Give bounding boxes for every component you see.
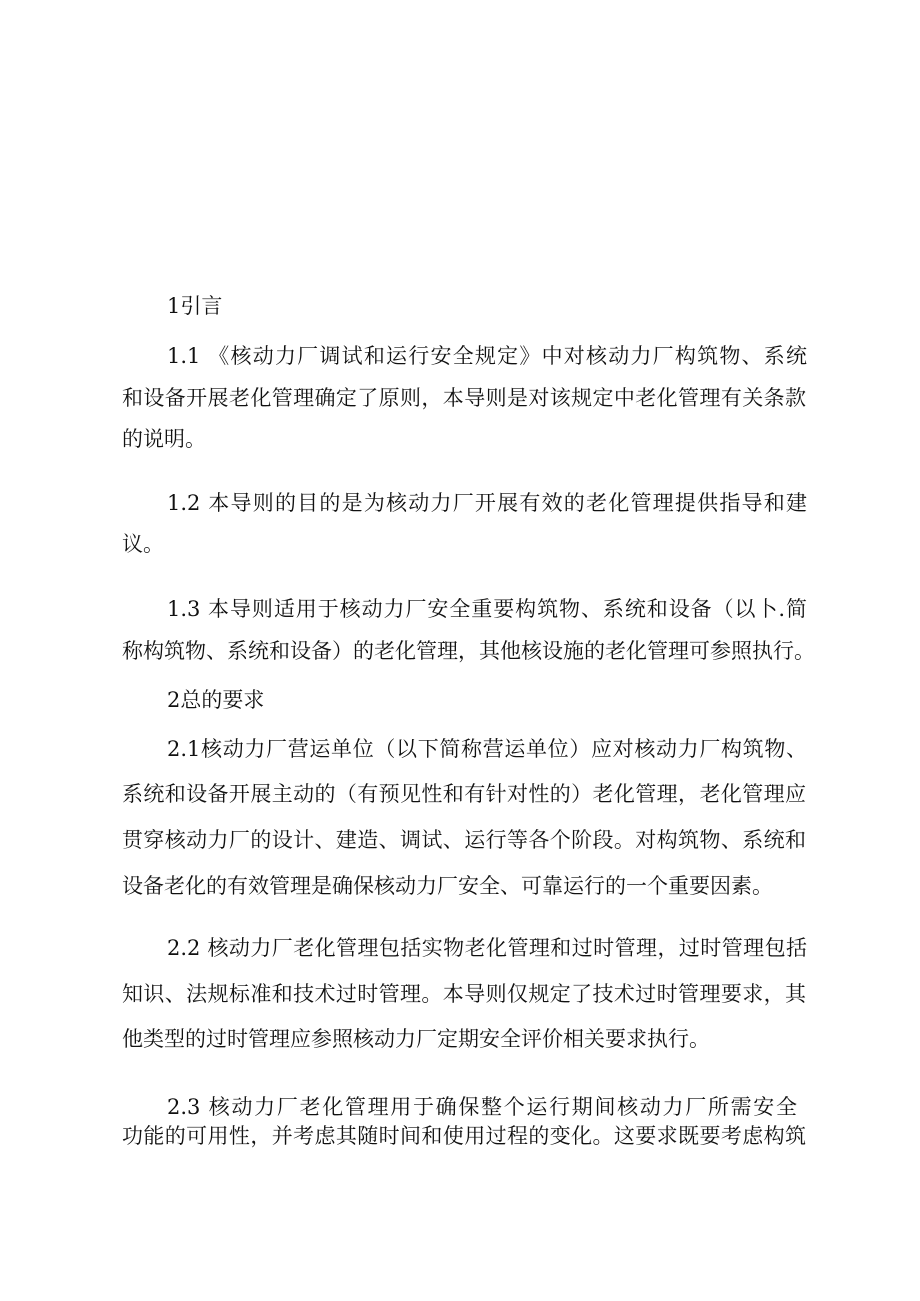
paragraph-line: 功能的可用性，并考虑其随时间和使用过程的变化。这要求既要考虑构筑 — [122, 1124, 806, 1148]
paragraph-line: 2.3 核动力厂老化管理用于确保整个运行期间核动力厂所需安全 — [167, 1095, 797, 1119]
paragraph-line: 1.1 《核动力厂调试和运行安全规定》中对核动力厂构筑物、系统 — [167, 344, 807, 368]
paragraph-line: 系统和设备开展主动的（有预见性和有针对性的）老化管理，老化管理应 — [122, 782, 806, 806]
paragraph-line: 2.2 核动力厂老化管理包括实物老化管理和过时管理，过时管理包括 — [167, 936, 807, 960]
paragraph-line: 2.1核动力厂营运单位（以下简称营运单位）应对核动力厂构筑物、 — [167, 737, 807, 761]
paragraph-line: 和设备开展老化管理确定了原则，本导则是对该规定中老化管理有关条款 — [122, 386, 806, 410]
paragraph-line: 他类型的过时管理应参照核动力厂定期安全评价相关要求执行。 — [122, 1027, 710, 1051]
paragraph-line: 知识、法规标准和技术过时管理。本导则仅规定了技术过时管理要求，其 — [122, 982, 806, 1006]
paragraph-line: 议。 — [122, 532, 164, 556]
paragraph-line: 的说明。 — [122, 427, 206, 451]
paragraph-line: 称构筑物、系统和设备）的老化管理，其他核设施的老化管理可参照执行。 — [122, 639, 815, 663]
paragraph-line: 设备老化的有效管理是确保核动力厂安全、可靠运行的一个重要因素。 — [122, 874, 773, 898]
section-heading-1: 1引言 — [167, 294, 223, 318]
paragraph-line: 贯穿核动力厂的设计、建造、调试、运行等各个阶段。对构筑物、系统和 — [122, 828, 806, 852]
paragraph-line: 1.3 本导则适用于核动力厂安全重要构筑物、系统和设备（以卜.简 — [167, 597, 807, 621]
paragraph-line: 1.2 本导则的目的是为核动力厂开展有效的老化管理提供指导和建 — [167, 491, 807, 515]
section-heading-2: 2总的要求 — [167, 688, 265, 712]
